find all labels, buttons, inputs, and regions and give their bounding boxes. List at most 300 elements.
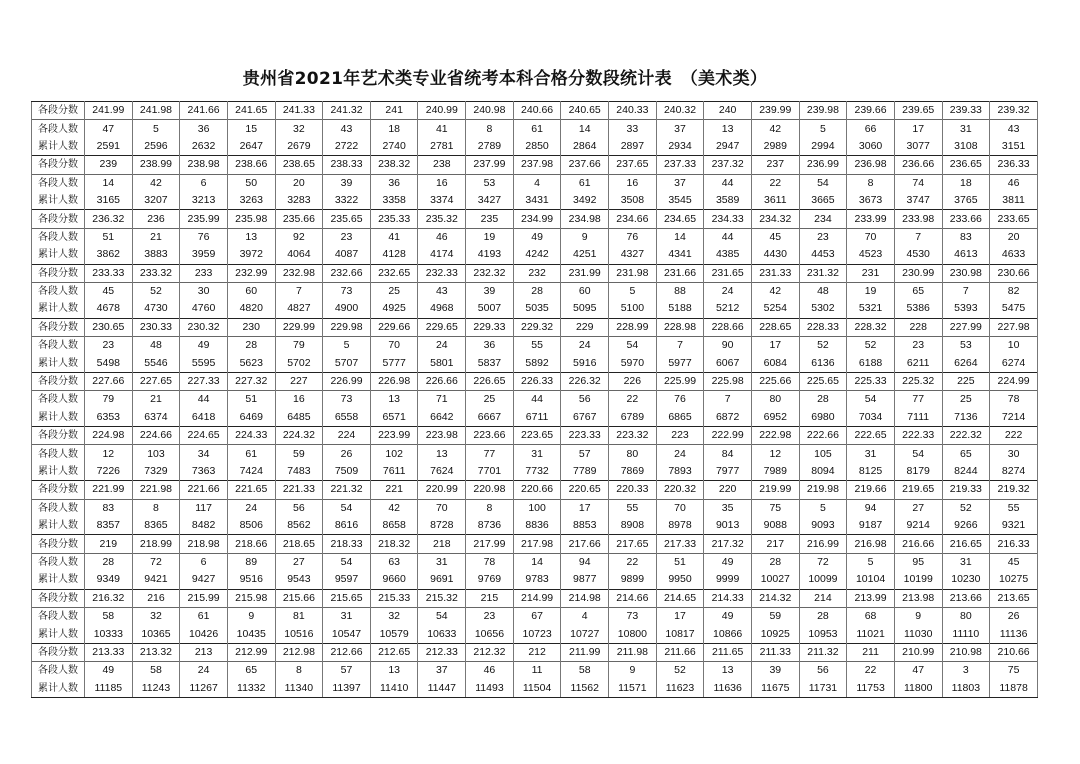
score-row-cell: 212.99 [227, 643, 275, 661]
count-row [32, 391, 1038, 409]
score-row-cell: 231.99 [561, 264, 609, 282]
count-row-cell: 32 [132, 607, 180, 625]
count-row-cell: 105 [799, 445, 847, 463]
score-row-cell: 240.98 [466, 102, 514, 120]
count-row [32, 553, 1038, 571]
score-row-cell: 220.99 [418, 481, 466, 499]
cumulative-row-label: 累计人数 [32, 192, 85, 210]
score-row-cell: 240.33 [609, 102, 657, 120]
score-row-cell: 214.32 [751, 589, 799, 607]
count-row-cell: 77 [466, 445, 514, 463]
score-row-cell: 221 [370, 481, 418, 499]
count-row-cell: 79 [85, 391, 133, 409]
count-row-cell: 46 [990, 174, 1038, 192]
score-row-cell: 215.32 [418, 589, 466, 607]
score-row-cell: 219.66 [847, 481, 895, 499]
cumulative-row-cell: 11110 [942, 625, 990, 643]
cumulative-row-cell: 11803 [942, 680, 990, 698]
score-row-cell: 228 [894, 318, 942, 336]
score-row-cell: 229.99 [275, 318, 323, 336]
count-row-cell: 42 [370, 499, 418, 517]
count-row-cell: 19 [466, 228, 514, 246]
score-row-cell: 234.99 [513, 210, 561, 228]
score-row-cell: 241.99 [85, 102, 133, 120]
score-row-label: 各段分数 [32, 643, 85, 661]
count-row-cell: 21 [132, 391, 180, 409]
count-row [32, 282, 1038, 300]
count-row-cell: 56 [561, 391, 609, 409]
cumulative-row-cell: 5707 [323, 354, 371, 372]
count-row-cell: 45 [85, 282, 133, 300]
cumulative-row-cell: 8562 [275, 517, 323, 535]
score-row-cell: 240 [704, 102, 752, 120]
score-row-cell: 214.98 [561, 589, 609, 607]
count-row-cell: 46 [466, 662, 514, 680]
cumulative-row [32, 680, 1038, 698]
score-row-cell: 229.66 [370, 318, 418, 336]
score-row-cell: 220.98 [466, 481, 514, 499]
count-row-cell: 54 [323, 499, 371, 517]
cumulative-row-cell: 7509 [323, 463, 371, 481]
count-row-cell: 36 [466, 337, 514, 355]
score-row-cell: 215.98 [227, 589, 275, 607]
cumulative-row-cell: 9013 [704, 517, 752, 535]
count-row-cell: 9 [227, 607, 275, 625]
count-row-cell: 78 [466, 553, 514, 571]
count-row-cell: 117 [180, 499, 228, 517]
score-row-cell: 230.99 [894, 264, 942, 282]
score-row-cell: 232.32 [466, 264, 514, 282]
cumulative-row-label: 累计人数 [32, 300, 85, 318]
count-row-cell: 25 [942, 391, 990, 409]
score-row-cell: 236.33 [990, 156, 1038, 174]
cumulative-row-cell: 10656 [466, 625, 514, 643]
count-row-cell: 3 [942, 662, 990, 680]
score-row [32, 643, 1038, 661]
cumulative-row-cell: 4327 [609, 246, 657, 264]
score-row-cell: 238.32 [370, 156, 418, 174]
count-row [32, 120, 1038, 138]
count-row-cell: 59 [751, 607, 799, 625]
count-row-cell: 75 [990, 662, 1038, 680]
score-row-cell: 211.98 [609, 643, 657, 661]
cumulative-row-cell: 9427 [180, 571, 228, 589]
count-row-cell: 20 [275, 174, 323, 192]
score-row-cell: 213.65 [990, 589, 1038, 607]
score-row-cell: 233.99 [847, 210, 895, 228]
score-row-cell: 220.65 [561, 481, 609, 499]
count-row-cell: 58 [132, 662, 180, 680]
count-row-cell: 56 [799, 662, 847, 680]
cumulative-row-cell: 7034 [847, 409, 895, 427]
cumulative-row-cell: 11136 [990, 625, 1038, 643]
cumulative-row-cell: 4251 [561, 246, 609, 264]
score-row-cell: 217.98 [513, 535, 561, 553]
cumulative-row-cell: 11267 [180, 680, 228, 698]
cumulative-row-cell: 8125 [847, 463, 895, 481]
score-row [32, 156, 1038, 174]
score-row-cell: 214.33 [704, 589, 752, 607]
cumulative-row-cell: 3673 [847, 192, 895, 210]
count-row-cell: 13 [370, 391, 418, 409]
score-row-cell: 213.33 [85, 643, 133, 661]
cumulative-row [32, 409, 1038, 427]
count-row-cell: 14 [656, 228, 704, 246]
score-row-cell: 212.65 [370, 643, 418, 661]
cumulative-row-cell: 3374 [418, 192, 466, 210]
score-row-cell: 223.33 [561, 427, 609, 445]
score-row-cell: 211 [847, 643, 895, 661]
count-row-cell: 23 [894, 337, 942, 355]
count-row-cell: 28 [513, 282, 561, 300]
count-row-cell: 7 [275, 282, 323, 300]
score-row-cell: 235.99 [180, 210, 228, 228]
score-row-cell: 219.98 [799, 481, 847, 499]
count-row-cell: 55 [513, 337, 561, 355]
count-row-cell: 14 [85, 174, 133, 192]
count-row-cell: 95 [894, 553, 942, 571]
score-row-cell: 224.65 [180, 427, 228, 445]
score-row-cell: 217.32 [704, 535, 752, 553]
count-row-cell: 54 [894, 445, 942, 463]
cumulative-row-label: 累计人数 [32, 354, 85, 372]
table-body [32, 102, 1038, 698]
count-row-cell: 73 [323, 391, 371, 409]
cumulative-row-cell: 3665 [799, 192, 847, 210]
count-row-cell: 39 [751, 662, 799, 680]
cumulative-row-cell: 10817 [656, 625, 704, 643]
cumulative-row-cell: 4242 [513, 246, 561, 264]
count-row-cell: 54 [847, 391, 895, 409]
score-row-cell: 222.33 [894, 427, 942, 445]
count-row-label: 各段人数 [32, 228, 85, 246]
cumulative-row-cell: 2934 [656, 138, 704, 156]
count-row-cell: 49 [513, 228, 561, 246]
score-row-cell: 231.66 [656, 264, 704, 282]
cumulative-row-cell: 5475 [990, 300, 1038, 318]
score-row-cell: 227.66 [85, 372, 133, 390]
cumulative-row-cell: 4925 [370, 300, 418, 318]
count-row-cell: 76 [180, 228, 228, 246]
count-row-cell: 57 [323, 662, 371, 680]
cumulative-row-cell: 4087 [323, 246, 371, 264]
count-row-cell: 70 [370, 337, 418, 355]
count-row-cell: 28 [751, 553, 799, 571]
cumulative-row-cell: 3108 [942, 138, 990, 156]
count-row-cell: 42 [132, 174, 180, 192]
cumulative-row-cell: 10953 [799, 625, 847, 643]
count-row-cell: 50 [227, 174, 275, 192]
score-row-cell: 231.65 [704, 264, 752, 282]
cumulative-row-cell: 6571 [370, 409, 418, 427]
score-row-cell: 231 [847, 264, 895, 282]
cumulative-row-cell: 2994 [799, 138, 847, 156]
count-row-cell: 76 [656, 391, 704, 409]
score-row-cell: 213.98 [894, 589, 942, 607]
score-row-cell: 229.32 [513, 318, 561, 336]
score-row-cell: 218.65 [275, 535, 323, 553]
cumulative-row-cell: 2864 [561, 138, 609, 156]
cumulative-row-cell: 10027 [751, 571, 799, 589]
score-row-cell: 220.32 [656, 481, 704, 499]
count-row [32, 607, 1038, 625]
count-row-cell: 24 [704, 282, 752, 300]
count-row-cell: 44 [513, 391, 561, 409]
cumulative-row-cell: 11243 [132, 680, 180, 698]
count-row-cell: 7 [656, 337, 704, 355]
cumulative-row-cell: 6418 [180, 409, 228, 427]
count-row-cell: 7 [894, 228, 942, 246]
score-row-cell: 239.99 [751, 102, 799, 120]
score-row-cell: 236.32 [85, 210, 133, 228]
score-row-cell: 236.99 [799, 156, 847, 174]
count-row-cell: 5 [323, 337, 371, 355]
score-row-cell: 230.32 [180, 318, 228, 336]
score-row-cell: 216 [132, 589, 180, 607]
cumulative-row-cell: 2679 [275, 138, 323, 156]
score-row-cell: 226.65 [466, 372, 514, 390]
count-row-cell: 13 [370, 662, 418, 680]
count-row-cell: 10 [990, 337, 1038, 355]
score-row-cell: 232.99 [227, 264, 275, 282]
count-row-cell: 22 [609, 391, 657, 409]
count-row-cell: 90 [704, 337, 752, 355]
cumulative-row-cell: 2647 [227, 138, 275, 156]
score-row-cell: 212.66 [323, 643, 371, 661]
score-row-cell: 234.65 [656, 210, 704, 228]
cumulative-row-cell: 11636 [704, 680, 752, 698]
count-row-cell: 94 [847, 499, 895, 517]
count-row-cell: 33 [609, 120, 657, 138]
cumulative-row-cell: 9899 [609, 571, 657, 589]
score-row-cell: 220 [704, 481, 752, 499]
cumulative-row-cell: 7732 [513, 463, 561, 481]
cumulative-row-cell: 4678 [85, 300, 133, 318]
cumulative-row-cell: 11878 [990, 680, 1038, 698]
score-row-cell: 211.32 [799, 643, 847, 661]
score-row-cell: 231.32 [799, 264, 847, 282]
count-row-cell: 44 [704, 228, 752, 246]
cumulative-row-cell: 7111 [894, 409, 942, 427]
score-row-cell: 240.99 [418, 102, 466, 120]
cumulative-row-cell: 11493 [466, 680, 514, 698]
count-row-cell: 61 [227, 445, 275, 463]
cumulative-row-cell: 11332 [227, 680, 275, 698]
score-row-cell: 220.66 [513, 481, 561, 499]
score-row-label: 各段分数 [32, 372, 85, 390]
cumulative-row-cell: 9349 [85, 571, 133, 589]
cumulative-row-cell: 2850 [513, 138, 561, 156]
count-row-cell: 77 [894, 391, 942, 409]
score-row-cell: 214 [799, 589, 847, 607]
score-row-cell: 216.33 [990, 535, 1038, 553]
score-row-cell: 235.33 [370, 210, 418, 228]
score-row-cell: 216.66 [894, 535, 942, 553]
cumulative-row-cell: 10547 [323, 625, 371, 643]
score-row-cell: 226 [609, 372, 657, 390]
cumulative-row-cell: 6136 [799, 354, 847, 372]
count-row-cell: 55 [609, 499, 657, 517]
count-row-cell: 22 [847, 662, 895, 680]
count-row-cell: 20 [990, 228, 1038, 246]
count-row-cell: 19 [847, 282, 895, 300]
count-row-cell: 51 [656, 553, 704, 571]
score-row-cell: 226.33 [513, 372, 561, 390]
cumulative-row-cell: 11571 [609, 680, 657, 698]
count-row-cell: 60 [227, 282, 275, 300]
count-row-cell: 5 [799, 120, 847, 138]
count-row-cell: 8 [275, 662, 323, 680]
score-row-cell: 213.32 [132, 643, 180, 661]
count-row-cell: 42 [751, 282, 799, 300]
count-row-cell: 5 [847, 553, 895, 571]
score-row-cell: 240.65 [561, 102, 609, 120]
count-row-cell: 51 [227, 391, 275, 409]
count-row-cell: 103 [132, 445, 180, 463]
count-row-cell: 14 [513, 553, 561, 571]
cumulative-row [32, 138, 1038, 156]
count-row-cell: 80 [751, 391, 799, 409]
cumulative-row-cell: 6711 [513, 409, 561, 427]
cumulative-row-cell: 3545 [656, 192, 704, 210]
cumulative-row-cell: 3492 [561, 192, 609, 210]
count-row-cell: 43 [323, 120, 371, 138]
cumulative-row-cell: 7977 [704, 463, 752, 481]
cumulative-row-cell: 4193 [466, 246, 514, 264]
score-row-cell: 230.33 [132, 318, 180, 336]
cumulative-row-cell: 2722 [323, 138, 371, 156]
score-row-cell: 219.32 [990, 481, 1038, 499]
cumulative-row-cell: 10727 [561, 625, 609, 643]
cumulative-row-cell: 6374 [132, 409, 180, 427]
score-row-cell: 237.98 [513, 156, 561, 174]
cumulative-row-cell: 2789 [466, 138, 514, 156]
cumulative-row-cell: 6264 [942, 354, 990, 372]
score-row-cell: 215.65 [323, 589, 371, 607]
cumulative-row-cell: 7424 [227, 463, 275, 481]
score-row-cell: 212.33 [418, 643, 466, 661]
cumulative-row-cell: 6188 [847, 354, 895, 372]
score-row-cell: 213.66 [942, 589, 990, 607]
cumulative-row-cell: 5977 [656, 354, 704, 372]
cumulative-row-cell: 5970 [609, 354, 657, 372]
cumulative-row-cell: 3213 [180, 192, 228, 210]
cumulative-row-cell: 3207 [132, 192, 180, 210]
page-title: 贵州省2021年艺术类专业省统考本科合格分数段统计表 （美术类） [242, 69, 768, 89]
count-row-cell: 79 [275, 337, 323, 355]
score-row-cell: 216.32 [85, 589, 133, 607]
cumulative-row-cell: 4128 [370, 246, 418, 264]
cumulative-row-cell: 10275 [990, 571, 1038, 589]
score-row-cell: 229.98 [323, 318, 371, 336]
cumulative-row-cell: 3883 [132, 246, 180, 264]
score-row-cell: 218.66 [227, 535, 275, 553]
score-row-cell: 239 [85, 156, 133, 174]
count-row-cell: 58 [561, 662, 609, 680]
score-row-cell: 237.99 [466, 156, 514, 174]
cumulative-row-cell: 6642 [418, 409, 466, 427]
count-row-cell: 43 [990, 120, 1038, 138]
count-row-cell: 57 [561, 445, 609, 463]
count-row-label: 各段人数 [32, 120, 85, 138]
score-row-cell: 237.65 [609, 156, 657, 174]
cumulative-row-cell: 5777 [370, 354, 418, 372]
cumulative-row-cell: 7893 [656, 463, 704, 481]
cumulative-row-cell: 6067 [704, 354, 752, 372]
score-row-cell: 225.98 [704, 372, 752, 390]
score-row-cell: 228.66 [704, 318, 752, 336]
count-row-label: 各段人数 [32, 553, 85, 571]
score-row-cell: 230 [227, 318, 275, 336]
cumulative-row-cell: 8616 [323, 517, 371, 535]
score-row-cell: 231.33 [751, 264, 799, 282]
count-row-cell: 28 [799, 391, 847, 409]
score-row-cell: 234 [799, 210, 847, 228]
count-row-cell: 61 [513, 120, 561, 138]
count-row-cell: 23 [466, 607, 514, 625]
score-row-cell: 236.65 [942, 156, 990, 174]
score-row-label: 各段分数 [32, 318, 85, 336]
count-row-cell: 31 [418, 553, 466, 571]
count-row-cell: 102 [370, 445, 418, 463]
cumulative-row-cell: 10516 [275, 625, 323, 643]
score-row-cell: 228.33 [799, 318, 847, 336]
count-row-cell: 47 [894, 662, 942, 680]
score-row-cell: 235.98 [227, 210, 275, 228]
count-row-cell: 7 [704, 391, 752, 409]
cumulative-row-cell: 8836 [513, 517, 561, 535]
cumulative-row-cell: 8365 [132, 517, 180, 535]
cumulative-row-cell: 5393 [942, 300, 990, 318]
cumulative-row-cell: 5212 [704, 300, 752, 318]
cumulative-row [32, 517, 1038, 535]
count-row [32, 174, 1038, 192]
cumulative-row-cell: 11410 [370, 680, 418, 698]
cumulative-row-cell: 2947 [704, 138, 752, 156]
score-row-cell: 210.98 [942, 643, 990, 661]
cumulative-row-cell: 4613 [942, 246, 990, 264]
count-row-cell: 52 [656, 662, 704, 680]
count-row-cell: 18 [370, 120, 418, 138]
score-row-cell: 215.33 [370, 589, 418, 607]
score-row-cell: 227.99 [942, 318, 990, 336]
score-row-cell: 224 [323, 427, 371, 445]
score-row-label: 各段分数 [32, 264, 85, 282]
score-row-cell: 217 [751, 535, 799, 553]
cumulative-row [32, 300, 1038, 318]
cumulative-row-cell: 5254 [751, 300, 799, 318]
score-row [32, 481, 1038, 499]
cumulative-row-cell: 5837 [466, 354, 514, 372]
count-row-cell: 18 [942, 174, 990, 192]
cumulative-row-cell: 9516 [227, 571, 275, 589]
cumulative-row-cell: 7329 [132, 463, 180, 481]
cumulative-row-cell: 5916 [561, 354, 609, 372]
score-row-cell: 217.66 [561, 535, 609, 553]
count-row-cell: 36 [370, 174, 418, 192]
score-row-label: 各段分数 [32, 427, 85, 445]
score-row-cell: 211.66 [656, 643, 704, 661]
score-row-cell: 214.65 [656, 589, 704, 607]
count-row-cell: 4 [561, 607, 609, 625]
count-row-cell: 28 [227, 337, 275, 355]
cumulative-row-cell: 10230 [942, 571, 990, 589]
score-row-cell: 219.65 [894, 481, 942, 499]
score-row-cell: 235.65 [323, 210, 371, 228]
score-row [32, 210, 1038, 228]
score-row-cell: 221.98 [132, 481, 180, 499]
count-row-cell: 9 [894, 607, 942, 625]
